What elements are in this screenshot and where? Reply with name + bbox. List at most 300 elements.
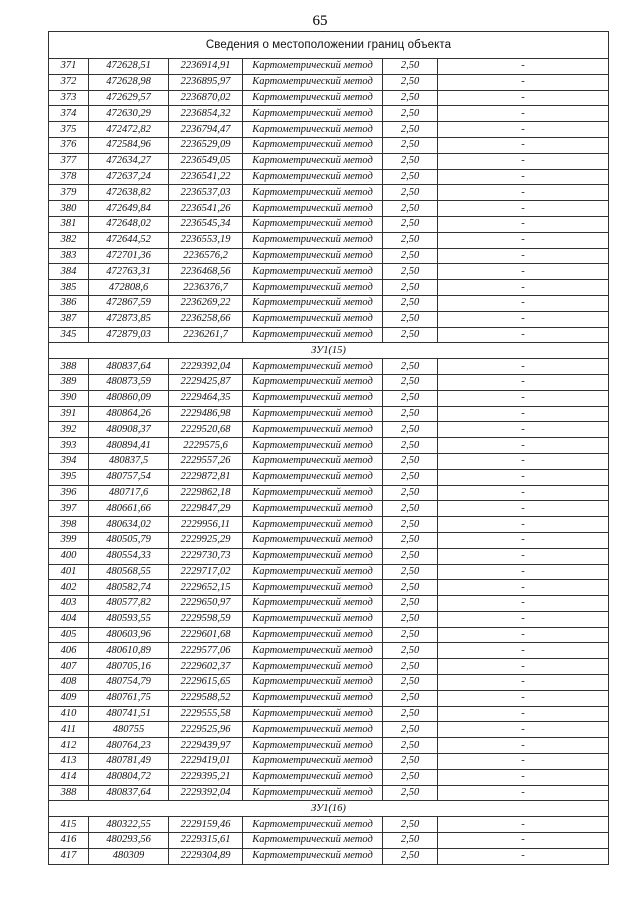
precision-cell: 2,50 [383,390,438,406]
y-coordinate-cell: 2236537,03 [169,185,243,201]
section-row [49,343,609,359]
table-row [49,327,609,343]
x-coordinate-cell: 472873,85 [89,311,169,327]
x-coordinate-cell: 480568,55 [89,564,169,580]
table-row [49,122,609,138]
description-cell: - [438,422,609,438]
table-row [49,153,609,169]
description-cell: - [438,169,609,185]
method-cell: Картометрический метод [243,438,383,454]
x-coordinate-cell: 480603,96 [89,627,169,643]
precision-cell: 2,50 [383,137,438,153]
x-coordinate-cell: 480634,02 [89,517,169,533]
x-coordinate-cell: 480754,79 [89,675,169,691]
x-coordinate-cell: 480582,74 [89,580,169,596]
method-cell: Картометрический метод [243,675,383,691]
point-number-cell: 410 [49,706,89,722]
precision-cell: 2,50 [383,785,438,801]
point-number-cell: 373 [49,90,89,106]
precision-cell: 2,50 [383,122,438,138]
x-coordinate-cell: 472472,82 [89,122,169,138]
table-row [49,722,609,738]
table-row [49,201,609,217]
table-row [49,359,609,375]
y-coordinate-cell: 2236553,19 [169,232,243,248]
table-row [49,659,609,675]
description-cell: - [438,59,609,75]
precision-cell: 2,50 [383,280,438,296]
table-row [49,390,609,406]
method-cell: Картометрический метод [243,201,383,217]
point-number-cell: 407 [49,659,89,675]
description-cell: - [438,690,609,706]
description-cell: - [438,596,609,612]
precision-cell: 2,50 [383,817,438,833]
method-cell: Картометрический метод [243,248,383,264]
description-cell: - [438,295,609,311]
table-row [49,627,609,643]
x-coordinate-cell: 480661,66 [89,501,169,517]
precision-cell: 2,50 [383,596,438,612]
precision-cell: 2,50 [383,422,438,438]
y-coordinate-cell: 2229525,96 [169,722,243,738]
y-coordinate-cell: 2236576,2 [169,248,243,264]
description-cell: - [438,675,609,691]
description-cell: - [438,311,609,327]
point-number-cell: 383 [49,248,89,264]
table-row [49,469,609,485]
method-cell: Картометрический метод [243,390,383,406]
table-row [49,596,609,612]
table-row [49,706,609,722]
precision-cell: 2,50 [383,438,438,454]
point-number-cell: 417 [49,848,89,864]
y-coordinate-cell: 2229392,04 [169,359,243,375]
x-coordinate-cell: 472628,98 [89,74,169,90]
table-row [49,485,609,501]
description-cell: - [438,153,609,169]
precision-cell: 2,50 [383,548,438,564]
point-number-cell: 396 [49,485,89,501]
method-cell: Картометрический метод [243,406,383,422]
precision-cell: 2,50 [383,169,438,185]
precision-cell: 2,50 [383,74,438,90]
x-coordinate-cell: 472629,57 [89,90,169,106]
description-cell: - [438,469,609,485]
x-coordinate-cell: 480761,75 [89,690,169,706]
x-coordinate-cell: 480894,41 [89,438,169,454]
method-cell: Картометрический метод [243,643,383,659]
method-cell: Картометрический метод [243,611,383,627]
point-number-cell: 375 [49,122,89,138]
description-cell: - [438,406,609,422]
precision-cell: 2,50 [383,485,438,501]
precision-cell: 2,50 [383,185,438,201]
y-coordinate-cell: 2236854,32 [169,106,243,122]
description-cell: - [438,643,609,659]
y-coordinate-cell: 2229555,58 [169,706,243,722]
point-number-cell: 409 [49,690,89,706]
point-number-cell: 392 [49,422,89,438]
point-number-cell: 408 [49,675,89,691]
point-number-cell: 379 [49,185,89,201]
point-number-cell: 394 [49,453,89,469]
y-coordinate-cell: 2236895,97 [169,74,243,90]
point-number-cell: 397 [49,501,89,517]
x-coordinate-cell: 472867,59 [89,295,169,311]
description-cell: - [438,517,609,533]
precision-cell: 2,50 [383,532,438,548]
table-row [49,106,609,122]
method-cell: Картометрический метод [243,690,383,706]
table-row [49,501,609,517]
method-cell: Картометрический метод [243,469,383,485]
table-row [49,137,609,153]
description-cell: - [438,90,609,106]
y-coordinate-cell: 2236914,91 [169,59,243,75]
y-coordinate-cell: 2229615,65 [169,675,243,691]
x-coordinate-cell: 480705,16 [89,659,169,675]
point-number-cell: 390 [49,390,89,406]
y-coordinate-cell: 2229588,52 [169,690,243,706]
x-coordinate-cell: 480837,64 [89,359,169,375]
description-cell: - [438,659,609,675]
table-row [49,738,609,754]
table-row [49,422,609,438]
description-cell: - [438,580,609,596]
description-cell: - [438,848,609,864]
x-coordinate-cell: 480873,59 [89,374,169,390]
table-row [49,611,609,627]
method-cell: Картометрический метод [243,280,383,296]
description-cell: - [438,216,609,232]
point-number-cell: 388 [49,359,89,375]
point-number-cell: 405 [49,627,89,643]
table-row [49,295,609,311]
method-cell: Картометрический метод [243,90,383,106]
table-row [49,280,609,296]
table-row [49,406,609,422]
table-row [49,374,609,390]
method-cell: Картометрический метод [243,295,383,311]
method-cell: Картометрический метод [243,74,383,90]
x-coordinate-cell: 480293,56 [89,833,169,849]
point-number-cell: 386 [49,295,89,311]
precision-cell: 2,50 [383,706,438,722]
point-number-cell: 412 [49,738,89,754]
precision-cell: 2,50 [383,675,438,691]
x-coordinate-cell: 480908,37 [89,422,169,438]
method-cell: Картометрический метод [243,106,383,122]
y-coordinate-cell: 2229304,89 [169,848,243,864]
x-coordinate-cell: 480717,6 [89,485,169,501]
description-cell: - [438,738,609,754]
x-coordinate-cell: 480577,82 [89,596,169,612]
x-coordinate-cell: 480309 [89,848,169,864]
precision-cell: 2,50 [383,738,438,754]
description-cell: - [438,754,609,770]
y-coordinate-cell: 2229395,21 [169,769,243,785]
y-coordinate-cell: 2229730,73 [169,548,243,564]
point-number-cell: 404 [49,611,89,627]
precision-cell: 2,50 [383,311,438,327]
precision-cell: 2,50 [383,643,438,659]
y-coordinate-cell: 2229159,46 [169,817,243,833]
x-coordinate-cell: 480554,33 [89,548,169,564]
precision-cell: 2,50 [383,580,438,596]
x-coordinate-cell: 480837,5 [89,453,169,469]
point-number-cell: 382 [49,232,89,248]
description-cell: - [438,611,609,627]
method-cell: Картометрический метод [243,216,383,232]
y-coordinate-cell: 2229602,37 [169,659,243,675]
table-title: Сведения о местоположении границ объекта [49,32,609,59]
y-coordinate-cell: 2229392,04 [169,785,243,801]
x-coordinate-cell: 472763,31 [89,264,169,280]
x-coordinate-cell: 472879,03 [89,327,169,343]
description-cell: - [438,185,609,201]
x-coordinate-cell: 472808,6 [89,280,169,296]
table-row [49,517,609,533]
point-number-cell: 384 [49,264,89,280]
x-coordinate-cell: 480593,55 [89,611,169,627]
description-cell: - [438,785,609,801]
y-coordinate-cell: 2236258,66 [169,311,243,327]
method-cell: Картометрический метод [243,517,383,533]
x-coordinate-cell: 480755 [89,722,169,738]
precision-cell: 2,50 [383,201,438,217]
description-cell: - [438,532,609,548]
y-coordinate-cell: 2229847,29 [169,501,243,517]
x-coordinate-cell: 472638,82 [89,185,169,201]
section-label: ЗУ1(16) [49,801,609,817]
x-coordinate-cell: 480837,64 [89,785,169,801]
section-label: ЗУ1(15) [49,343,609,359]
y-coordinate-cell: 2229862,18 [169,485,243,501]
table-row [49,833,609,849]
precision-cell: 2,50 [383,627,438,643]
y-coordinate-cell: 2236269,22 [169,295,243,311]
method-cell: Картометрический метод [243,59,383,75]
method-cell: Картометрический метод [243,137,383,153]
y-coordinate-cell: 2236261,7 [169,327,243,343]
method-cell: Картометрический метод [243,722,383,738]
point-number-cell: 371 [49,59,89,75]
method-cell: Картометрический метод [243,738,383,754]
x-coordinate-cell: 472648,02 [89,216,169,232]
point-number-cell: 415 [49,817,89,833]
table-row [49,74,609,90]
method-cell: Картометрический метод [243,532,383,548]
precision-cell: 2,50 [383,564,438,580]
x-coordinate-cell: 480764,23 [89,738,169,754]
precision-cell: 2,50 [383,153,438,169]
y-coordinate-cell: 2236541,22 [169,169,243,185]
x-coordinate-cell: 472630,29 [89,106,169,122]
precision-cell: 2,50 [383,659,438,675]
y-coordinate-cell: 2236549,05 [169,153,243,169]
y-coordinate-cell: 2229315,61 [169,833,243,849]
y-coordinate-cell: 2236545,34 [169,216,243,232]
method-cell: Картометрический метод [243,264,383,280]
precision-cell: 2,50 [383,90,438,106]
y-coordinate-cell: 2229520,68 [169,422,243,438]
precision-cell: 2,50 [383,106,438,122]
method-cell: Картометрический метод [243,580,383,596]
y-coordinate-cell: 2236870,02 [169,90,243,106]
precision-cell: 2,50 [383,769,438,785]
description-cell: - [438,137,609,153]
y-coordinate-cell: 2236529,09 [169,137,243,153]
precision-cell: 2,50 [383,216,438,232]
y-coordinate-cell: 2229872,81 [169,469,243,485]
description-cell: - [438,122,609,138]
precision-cell: 2,50 [383,327,438,343]
point-number-cell: 406 [49,643,89,659]
description-cell: - [438,485,609,501]
precision-cell: 2,50 [383,59,438,75]
method-cell: Картометрический метод [243,706,383,722]
table-row [49,564,609,580]
description-cell: - [438,248,609,264]
method-cell: Картометрический метод [243,122,383,138]
table-title-row [49,32,609,59]
method-cell: Картометрический метод [243,374,383,390]
description-cell: - [438,106,609,122]
point-number-cell: 403 [49,596,89,612]
y-coordinate-cell: 2229598,59 [169,611,243,627]
description-cell: - [438,548,609,564]
description-cell: - [438,280,609,296]
point-number-cell: 398 [49,517,89,533]
method-cell: Картометрический метод [243,169,383,185]
method-cell: Картометрический метод [243,785,383,801]
precision-cell: 2,50 [383,754,438,770]
section-row [49,801,609,817]
y-coordinate-cell: 2229575,6 [169,438,243,454]
point-number-cell: 399 [49,532,89,548]
y-coordinate-cell: 2229419,01 [169,754,243,770]
table-row [49,169,609,185]
point-number-cell: 380 [49,201,89,217]
method-cell: Картометрический метод [243,453,383,469]
y-coordinate-cell: 2229925,29 [169,532,243,548]
method-cell: Картометрический метод [243,327,383,343]
method-cell: Картометрический метод [243,627,383,643]
precision-cell: 2,50 [383,406,438,422]
point-number-cell: 414 [49,769,89,785]
description-cell: - [438,74,609,90]
y-coordinate-cell: 2229439,97 [169,738,243,754]
precision-cell: 2,50 [383,232,438,248]
point-number-cell: 345 [49,327,89,343]
x-coordinate-cell: 480864,26 [89,406,169,422]
precision-cell: 2,50 [383,690,438,706]
point-number-cell: 393 [49,438,89,454]
x-coordinate-cell: 480505,79 [89,532,169,548]
table-row [49,311,609,327]
method-cell: Картометрический метод [243,659,383,675]
point-number-cell: 395 [49,469,89,485]
y-coordinate-cell: 2229486,98 [169,406,243,422]
precision-cell: 2,50 [383,359,438,375]
y-coordinate-cell: 2229557,26 [169,453,243,469]
precision-cell: 2,50 [383,374,438,390]
table-row [49,690,609,706]
method-cell: Картометрический метод [243,359,383,375]
x-coordinate-cell: 480757,54 [89,469,169,485]
point-number-cell: 376 [49,137,89,153]
method-cell: Картометрический метод [243,833,383,849]
x-coordinate-cell: 472649,84 [89,201,169,217]
table-row [49,580,609,596]
table-row [49,438,609,454]
y-coordinate-cell: 2229577,06 [169,643,243,659]
table-row [49,59,609,75]
table-row [49,643,609,659]
y-coordinate-cell: 2229717,02 [169,564,243,580]
point-number-cell: 389 [49,374,89,390]
precision-cell: 2,50 [383,453,438,469]
method-cell: Картометрический метод [243,548,383,564]
point-number-cell: 387 [49,311,89,327]
method-cell: Картометрический метод [243,769,383,785]
precision-cell: 2,50 [383,295,438,311]
table-row [49,675,609,691]
method-cell: Картометрический метод [243,754,383,770]
method-cell: Картометрический метод [243,422,383,438]
x-coordinate-cell: 472634,27 [89,153,169,169]
method-cell: Картометрический метод [243,817,383,833]
table-row [49,848,609,864]
point-number-cell: 372 [49,74,89,90]
x-coordinate-cell: 480804,72 [89,769,169,785]
point-number-cell: 378 [49,169,89,185]
point-number-cell: 385 [49,280,89,296]
description-cell: - [438,722,609,738]
x-coordinate-cell: 480741,51 [89,706,169,722]
point-number-cell: 391 [49,406,89,422]
x-coordinate-cell: 480322,55 [89,817,169,833]
x-coordinate-cell: 472628,51 [89,59,169,75]
x-coordinate-cell: 472701,36 [89,248,169,264]
x-coordinate-cell: 480610,89 [89,643,169,659]
table-row [49,264,609,280]
method-cell: Картометрический метод [243,311,383,327]
y-coordinate-cell: 2229956,11 [169,517,243,533]
method-cell: Картометрический метод [243,232,383,248]
table-row [49,785,609,801]
precision-cell: 2,50 [383,248,438,264]
y-coordinate-cell: 2236794,47 [169,122,243,138]
description-cell: - [438,817,609,833]
precision-cell: 2,50 [383,848,438,864]
description-cell: - [438,627,609,643]
method-cell: Картометрический метод [243,185,383,201]
boundary-coordinates-table [48,31,609,865]
description-cell: - [438,390,609,406]
table-row [49,248,609,264]
point-number-cell: 416 [49,833,89,849]
description-cell: - [438,706,609,722]
y-coordinate-cell: 2236376,7 [169,280,243,296]
table-row [49,817,609,833]
y-coordinate-cell: 2229425,87 [169,374,243,390]
point-number-cell: 377 [49,153,89,169]
precision-cell: 2,50 [383,611,438,627]
table-row [49,232,609,248]
table-row [49,548,609,564]
